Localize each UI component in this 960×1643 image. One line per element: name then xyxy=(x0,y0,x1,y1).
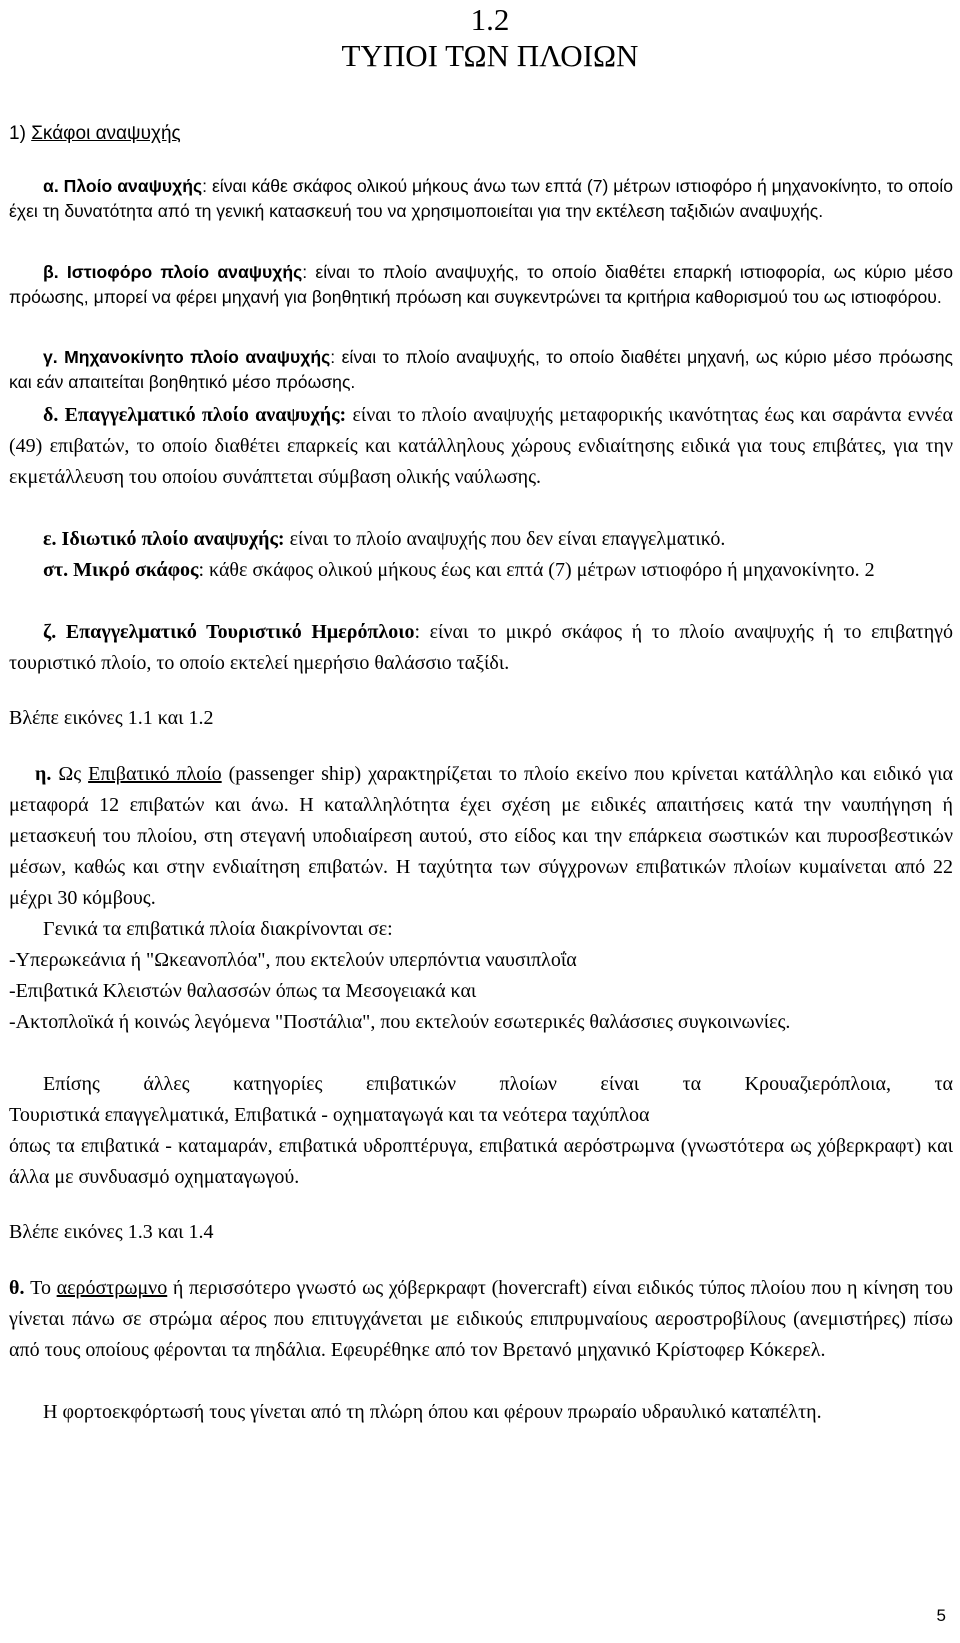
definition-text: (passenger ship) χαρακτηρίζεται το πλοίο εκείνο που κρίνεται κατάλληλο και ειδικό για μεταφορά 12 επιβατών και άνω. Η καταλληλότητα έχει σχέση με ειδικές απαιτήσεις κατά την ναυπήγηση ή μετασκευή του πλοίου, στη στεγανή υποδιαίρεση αυτού, στο είδος και την επάρκεια σωστικών και πυροσβεστικών μέσων, καθώς και στην ενδιαίτηση επιβατών. Η ταχύτητα των σύγχρονων επιβατικών πλοίων κυμαίνεται από 22 μέχρι 30 κόμβους. xyxy=(9,763,953,909)
definition-pre: Ως xyxy=(58,763,89,785)
definition-marker: ε. xyxy=(43,528,62,550)
definition-text: ή περισσότερο γνωστό ως χόβερκραφτ (hovercraft) είναι ειδικός τύπος πλοίου που η κίνηση του γίνεται πάνω σε στρώμα αέρος που επιτυγχάνεται με ειδικούς επιπρυμναίους αεροστροβίλους (ανεμιστήρες) πίσω από τους οποίους φέρονται τα πηδάλια. Εφευρέθηκε από τον Βρετανό μηχανικό Κρίστοφερ Κόκερελ. xyxy=(9,1277,953,1361)
passenger-ship-link[interactable]: Επιβατικό πλοίο xyxy=(88,763,222,785)
definition-text: : είναι κάθε σκάφος ολικού μήκους άνω των επτά (7) μέτρων ιστιοφόρο ή μηχανοκίνητο, το οποίο έχει τη δυνατότητα από τη γενική κατασκευή του να χρησιμοποιείται για την εκτέλεση ταξιδιών αναψυχής. xyxy=(9,176,954,221)
definition-beta xyxy=(9,260,953,309)
definition-marker: β. xyxy=(43,262,67,282)
definition-zeta xyxy=(9,617,953,679)
definition-text: είναι το πλοίο αναψυχής μεταφορικής ικανότητας έως και σαράντα εννέα (49) επιβατών, το οποίο διαθέτει επαρκείς και κατάλληλους χώρους ενδιαίτησης ειδικά για τους επιβάτες, για την εκμετάλλευση του οποίου συνάπτεται σύμβαση ολικής ναύλωσης. xyxy=(9,404,953,488)
definition-text: : είναι το πλοίο αναψυχής, το οποίο διαθέτει μηχανή, ως κύριο μέσο πρόωσης και εάν απαιτείται βοηθητικό μέσο πρόωσης. xyxy=(9,347,953,392)
definition-marker: η. xyxy=(35,763,59,785)
definition-text: : είναι το μικρό σκάφος ή το πλοίο αναψυχής ή το επιβατηγό τουριστικό πλοίο, το οποίο εκτελεί ημερήσιο θαλάσσιο ταξίδι. xyxy=(9,621,953,674)
definition-term: Επαγγελματικό πλοίο αναψυχής: xyxy=(64,404,347,426)
category-item: -Επιβατικά Κλειστών θαλασσών όπως τα Μεσογειακά και xyxy=(9,980,477,1002)
definition-term: Μηχανοκίνητο πλοίο αναψυχής xyxy=(64,347,331,367)
definition-marker: θ. xyxy=(9,1277,31,1299)
category-item: -Υπερωκεάνια ή "Ωκεανοπλόα", που εκτελούν υπερπόντια ναυσιπλοΐα xyxy=(9,949,577,971)
definition-marker: α. xyxy=(43,176,64,196)
hovercraft-link[interactable]: αερόστρωμνο xyxy=(56,1277,168,1299)
definition-theta xyxy=(9,1273,953,1366)
propulsion-paragraph: Η φορτοεκφόρτωσή τους γίνεται από τη πλώρη όπου και φέρουν πρωραίο υδραυλικό καταπέλτη. xyxy=(43,1401,822,1423)
section-heading xyxy=(9,122,181,146)
definition-marker: ζ. xyxy=(43,621,66,643)
definition-eta xyxy=(9,759,953,914)
definition-term: Πλοίο αναψυχής xyxy=(63,176,203,196)
definition-text: είναι το πλοίο αναψυχής που δεν είναι επαγγελματικό. xyxy=(284,528,726,550)
section-prefix: 1) xyxy=(9,123,32,144)
figure-reference-1: Βλέπε εικόνες 1.1 και 1.2 xyxy=(9,707,214,729)
section-label: Σκάφοι αναψυχής xyxy=(31,123,181,144)
definition-term: Ιδιωτικό πλοίο αναψυχής: xyxy=(61,528,285,550)
definition-marker: στ. xyxy=(43,559,74,581)
other-categories-line: Επίσης άλλες κατηγορίες επιβατικών πλοίων είναι τα Κρουαζιερόπλοια, τα xyxy=(43,1073,953,1095)
other-categories xyxy=(9,1069,953,1193)
definition-marker: δ. xyxy=(43,404,65,426)
definition-delta xyxy=(9,400,953,493)
definition-term: Ιστιοφόρο πλοίο αναψυχής xyxy=(66,262,303,282)
definition-marker: γ. xyxy=(43,347,65,367)
other-categories-line: Τουριστικά επαγγελματικά, Επιβατικά - οχηματαγωγά και τα νεότερα ταχύπλοα xyxy=(9,1104,650,1126)
definition-text: : κάθε σκάφος ολικού μήκους έως και επτά (7) μέτρων ιστιοφόρο ή μηχανοκίνητο. 2 xyxy=(198,559,875,581)
categories-intro: Γενικά τα επιβατικά πλοία διακρίνονται σε: xyxy=(43,918,393,940)
page-number: 5 xyxy=(936,1606,946,1625)
definition-sigma-tau xyxy=(9,555,953,586)
definition-pre: Το xyxy=(30,1277,57,1299)
figure-reference-2: Βλέπε εικόνες 1.3 και 1.4 xyxy=(9,1221,214,1243)
definition-gamma xyxy=(9,345,953,394)
definition-term: Επαγγελματικό Τουριστικό Ημερόπλοιο xyxy=(65,621,415,643)
category-item: -Ακτοπλοϊκά ή κοινώς λεγόμενα "Ποστάλια", που εκτελούν εσωτερικές θαλάσσιες συγκοινωνίες. xyxy=(9,1011,791,1033)
definition-alpha xyxy=(9,174,953,223)
other-categories-line: όπως τα επιβατικά - καταμαράν, επιβατικά υδροπτέρυγα, επιβατικά αερόστρωμνα (γνωστότερα ως χόβερκραφτ) και άλλα με συνδυασμό οχηματαγωγού. xyxy=(9,1135,953,1188)
definition-term: Μικρό σκάφος xyxy=(73,559,199,581)
page-title: ΤΥΠΟΙ ΤΩΝ ΠΛΟΙΩΝ xyxy=(341,38,639,73)
definition-text: : είναι το πλοίο αναψυχής, το οποίο διαθέτει επαρκή ιστιοφορία, ως κύριο μέσο πρόωσης, μπορεί να φέρει μηχανή για βοηθητική πρόωση και συγκεντρώνει τα κριτήρια καθορισμού του ως ιστιοφόρου. xyxy=(9,262,954,307)
definition-epsilon xyxy=(9,524,953,555)
section-number: 1.2 xyxy=(470,2,510,37)
